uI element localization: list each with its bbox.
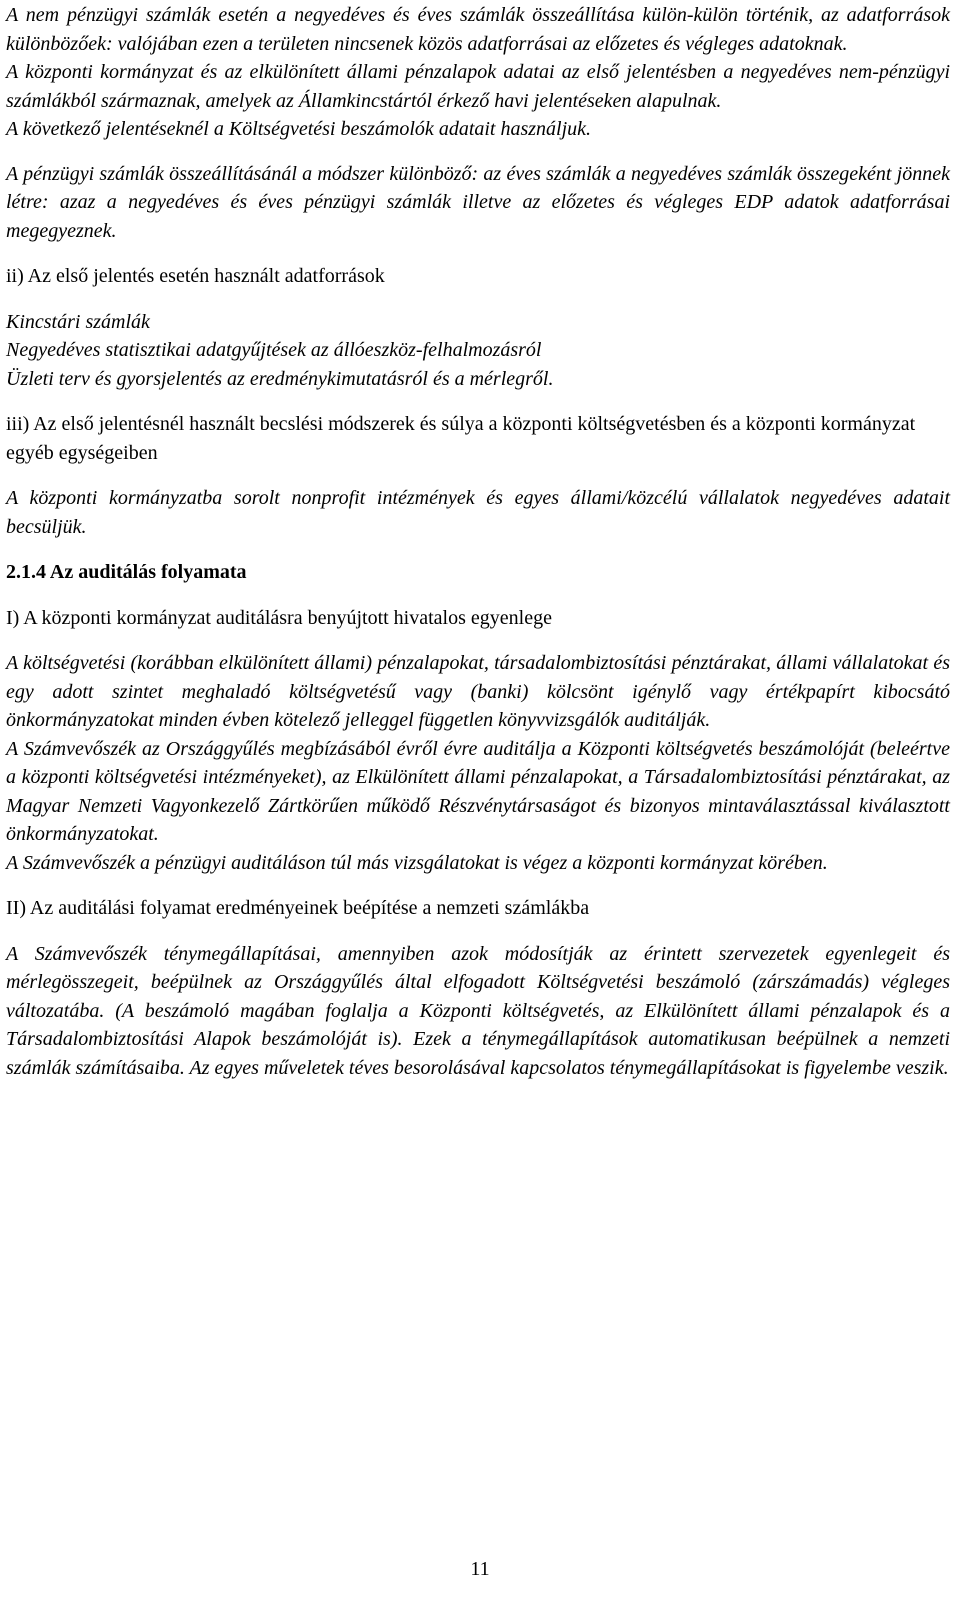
intro-paragraph-2: A központi kormányzat és az elkülönített állami pénzalapok adatai az első jelentésben a negyedéves nem-pénzügyi számlákból származnak, amelyek az Államkincstártól érkező havi jelentéseken alapulnak.	[6, 61, 950, 112]
subsection-1-paragraph-1: A költségvetési (korábban elkülönített állami) pénzalapokat, társadalombiztosítási pénztárakat, állami vállalatokat és egy adott szintet meghaladó költségvetésű vagy (banki) kölcsönt igénylő vagy értékpapírt kibocsátó önkormányzatokat minden évben kötelező jelleggel független könyvvizsgálók auditálják.	[6, 652, 950, 731]
intro-paragraph-1: A nem pénzügyi számlák esetén a negyedéves és éves számlák összeállítása külön-külön történik, az adatforrások különbözőek: valójában ezen a területen nincsenek közös adatforrásai az előzetes és végleges adatoknak.	[6, 4, 950, 55]
subsection-2-heading: II) Az auditálási folyamat eredményeinek beépítése a nemzeti számlákba	[6, 897, 590, 919]
subsection-1-paragraph-3: A Számvevőszék a pénzügyi auditáláson túl más vizsgálatokat is végez a központi kormányzat körében.	[6, 851, 828, 874]
source-item-treasury-accounts: Kincstári számlák	[6, 310, 150, 333]
document-page	[6, 1, 950, 1082]
section-ii-heading: ii) Az első jelentés esetén használt adatforrások	[6, 265, 385, 287]
subsection-2-paragraph-1: A Számvevőszék ténymegállapításai, amennyiben azok módosítják az érintett szervezetek egyenlegeit és mérlegösszegeit, beépülnek az Országgyűlés által elfogadott Költségvetési beszámoló (zárszámadás) végleges változatába. (A beszámoló magában foglalja a Központi költségvetés, az Elkülönített állami pénzalapok és a Társadalombiztosítási Alapok beszámolóját is). Ezek a ténymegállapítások automatikusan beépülnek a nemzeti számlák számításaiba. Az egyes műveletek téves besorolásával kapcsolatos ténymegállapításokat is figyelembe veszik.	[6, 942, 950, 1079]
section-214-heading: 2.1.4 Az auditálás folyamata	[6, 561, 247, 583]
source-item-business-plan: Üzleti terv és gyorsjelentés az eredménykimutatásról és a mérlegről.	[6, 367, 554, 390]
subsection-1-paragraph-2: A Számvevőszék az Országgyűlés megbízásából évről évre auditálja a Központi költségvetés beszámolóját (beleértve a központi költségvetési intézményeket), az Elkülönített állami pénzalapokat, a Társadalombiztosítási pénztárakat, az Magyar Nemzeti Vagyonkezelő Zártkörűen működő Részvénytársaságot és bizonyos mintaválasztással kiválasztott önkormányzatokat.	[6, 737, 950, 845]
page-number: 11	[470, 1558, 490, 1580]
section-iii-heading: iii) Az első jelentésnél használt becslési módszerek és súlya a központi költségvetésben és a központi kormányzat egyéb egységeiben	[6, 413, 916, 464]
intro-paragraph-3: A következő jelentéseknél a Költségvetési beszámolók adatait használjuk.	[6, 118, 592, 140]
intro-paragraph-4: A pénzügyi számlák összeállításánál a módszer különböző: az éves számlák a negyedéves számlák összegeként jönnek létre: azaz a negyedéves és éves pénzügyi számlák illetve az előzetes és végleges EDP adatok adatforrásai megegyeznek.	[6, 162, 950, 242]
section-iii-text: A központi kormányzatba sorolt nonprofit intézmények és egyes állami/közcélú vállalatok negyedéves adatait becsüljük.	[6, 487, 950, 538]
source-item-quarterly-surveys: Negyedéves statisztikai adatgyűjtések az állóeszköz-felhalmozásról	[6, 339, 542, 361]
section-ii-source-list	[6, 308, 950, 394]
subsection-1-heading: I) A központi kormányzat auditálásra benyújtott hivatalos egyenlege	[6, 606, 552, 629]
